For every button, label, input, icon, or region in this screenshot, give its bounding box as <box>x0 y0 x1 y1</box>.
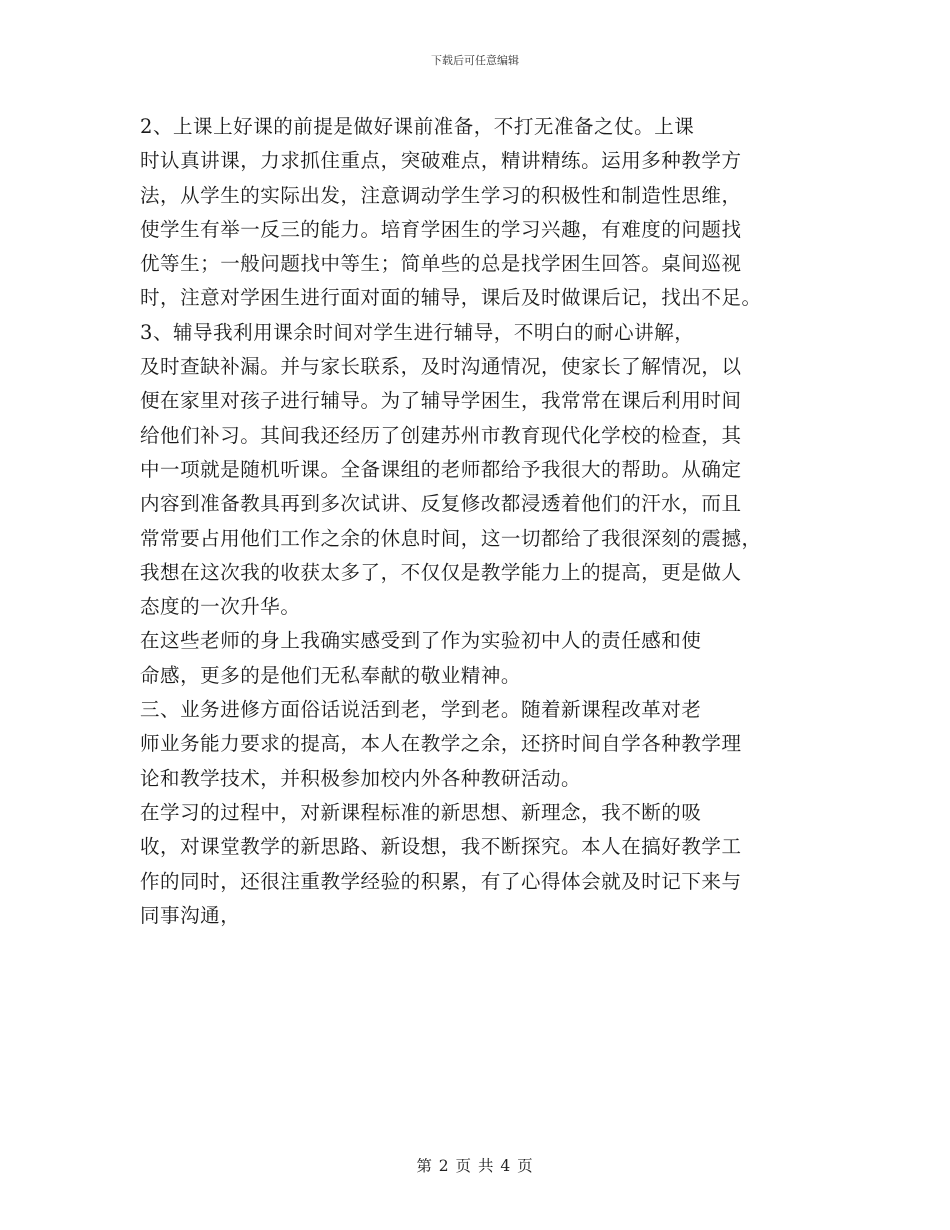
text-line: 时，注意对学困生进行面对面的辅导，课后及时做课后记，找出不足。 <box>140 286 762 310</box>
text-line: 命感，更多的是他们无私奉献的敬业精神。 <box>140 663 521 687</box>
text-line: 中一项就是随机听课。全备课组的老师都给予我很大的帮助。从确定 <box>140 457 742 481</box>
text-line: 论和教学技术，并积极参加校内外各种教研活动。 <box>140 766 582 790</box>
text-line: 常常要占用他们工作之余的休息时间，这一切都给了我很深刻的震撼， <box>140 526 762 550</box>
text-line: 优等生；一般问题找中等生；简单些的总是找学困生回答。桌间巡视 <box>140 252 742 276</box>
text-line: 收，对课堂教学的新思路、新设想，我不断探究。本人在搞好教学工 <box>140 835 742 859</box>
text-line: 及时查缺补漏。并与家长联系，及时沟通情况，使家长了解情况，以 <box>140 355 742 379</box>
text-line: 内容到准备教具再到多次试讲、反复修改都浸透着他们的汗水，而且 <box>140 492 742 516</box>
text-line: 便在家里对孩子进行辅导。为了辅导学困生，我常常在课后利用时间 <box>140 389 742 413</box>
text-line: 3、辅导我利用课余时间对学生进行辅导，不明白的耐心讲解， <box>140 320 695 344</box>
text-line: 三、业务进修方面俗话说活到老，学到老。随着新课程改革对老 <box>140 698 702 722</box>
text-line: 法，从学生的实际出发，注意调动学生学习的积极性和制造性思维， <box>140 183 742 207</box>
text-line: 作的同时，还很注重教学经验的积累，有了心得体会就及时记下来与 <box>140 869 742 893</box>
text-line: 使学生有举一反三的能力。培育学困生的学习兴趣，有难度的问题找 <box>140 217 742 241</box>
text-line: 我想在这次我的收获太多了，不仅仅是教学能力上的提高，更是做人 <box>140 560 742 584</box>
text-line: 在这些老师的身上我确实感受到了作为实验初中人的责任感和使 <box>140 629 702 653</box>
text-line: 态度的一次升华。 <box>140 595 301 619</box>
text-line: 2、上课上好课的前提是做好课前准备，不打无准备之仗。上课 <box>140 115 695 138</box>
page-footer: 第 2 页 共 4 页 <box>416 1157 534 1175</box>
text-line: 师业务能力要求的提高，本人在教学之余，还挤时间自学各种教学理 <box>140 732 742 756</box>
page-header: 下载后可任意编辑 <box>431 54 519 67</box>
text-line: 在学习的过程中，对新课程标准的新思想、新理念，我不断的吸 <box>140 800 702 824</box>
document-body <box>140 110 812 933</box>
text-line: 同事沟通， <box>140 903 241 927</box>
text-line: 时认真讲课，力求抓住重点，突破难点，精讲精练。运用多种教学方 <box>140 149 742 173</box>
text-line: 给他们补习。其间我还经历了创建苏州市教育现代化学校的检查，其 <box>140 423 742 447</box>
